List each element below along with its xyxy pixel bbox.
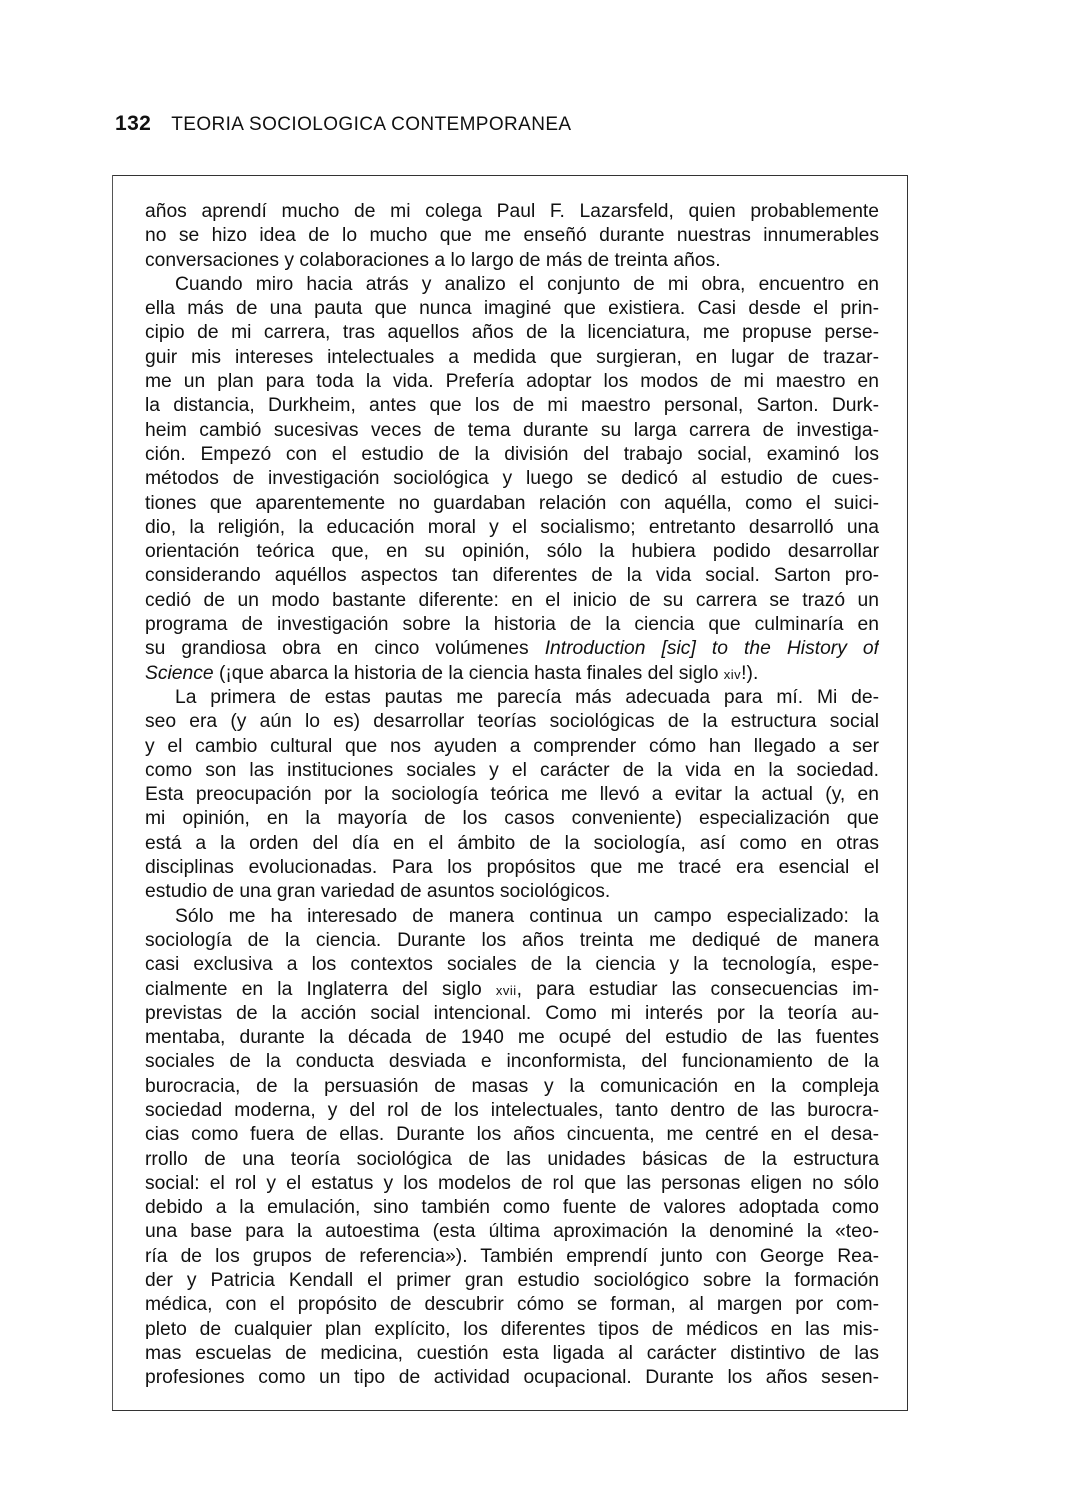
text-line: cias como fuera de ellas. Durante los años cincuenta, me centré en el desa- <box>145 1124 879 1146</box>
text-line: disciplinas evolucionadas. Para los propósitos que me tracé era esencial el <box>145 857 879 879</box>
text-line: Esta preocupación por la sociología teórica me llevó a evitar la actual (y, en <box>145 784 879 806</box>
text-line: pleto de cualquier plan explícito, los diferentes tipos de médicos en las mis- <box>145 1318 879 1340</box>
frame-left-rule <box>112 175 113 1411</box>
text-line: der y Patricia Kendall el primer gran estudio sociológico sobre la formación <box>145 1270 879 1292</box>
frame-bottom-rule <box>112 1410 908 1411</box>
text-line: ella más de una pauta que nunca imaginé que existiera. Casi desde el prin- <box>145 298 879 320</box>
text-line: heim cambió sucesivas veces de tema durante su larga carrera de investiga- <box>145 419 879 441</box>
text-line: no se hizo idea de lo mucho que me enseñó durante nuestras innumerables <box>145 225 879 247</box>
text-line: profesiones como un tipo de actividad ocupacional. Durante los años sesen- <box>145 1367 879 1389</box>
text-line: Sólo me ha interesado de manera continua un campo especializado: la <box>175 905 879 927</box>
text-line: guir mis intereses intelectuales a medida que surgieran, en lugar de trazar- <box>145 346 879 368</box>
text-span: (¡que abarca la historia de la ciencia hasta finales del siglo <box>213 662 724 684</box>
text-line: sociedad moderna, y del rol de los intelectuales, tanto dentro de las burocra- <box>145 1099 879 1121</box>
text-line: está a la orden del día en el ámbito de la sociología, así como en otras <box>145 832 879 854</box>
text-line: métodos de investigación sociológica y luego se dedicó al estudio de cues- <box>145 468 879 490</box>
text-span: cialmente en la Inglaterra del siglo <box>145 978 496 1000</box>
body-text <box>145 200 879 1391</box>
text-line: la distancia, Durkheim, antes que los de mi maestro personal, Sarton. Durk- <box>145 395 879 417</box>
century-numeral: xvii <box>495 982 517 998</box>
text-line: rrollo de una teoría sociológica de las unidades básicas de la estructura <box>145 1148 879 1170</box>
text-line: orientación teórica que, en su opinión, sólo la hubiera podido desarrollar <box>145 541 879 563</box>
text-line: me un plan para toda la vida. Prefería adoptar los modos de mi maestro en <box>145 371 879 393</box>
text-line <box>145 637 879 661</box>
text-line: conversaciones y colaboraciones a lo largo de más de treinta años. <box>145 249 721 271</box>
running-head <box>115 112 572 136</box>
text-line: una base para la autoestima (esta última aproximación la denominé la «teo- <box>145 1221 879 1243</box>
text-line: años aprendí mucho de mi colega Paul F. Lazarsfeld, quien probablemente <box>145 201 879 222</box>
text-line: seo era (y aún lo es) desarrollar teorías sociológicas de la estructura social <box>145 711 879 733</box>
running-title: TEORIA SOCIOLOGICA CONTEMPORANEA <box>171 114 572 135</box>
text-line: tiones que aparentemente no guardaban relación con aquélla, como el suici- <box>145 492 879 514</box>
text-line: cipio de mi carrera, tras aquellos años de la licenciatura, me propuse perse- <box>145 322 879 344</box>
text-line <box>145 662 879 686</box>
text-line: Cuando miro hacia atrás y analizo el conjunto de mi obra, encuentro en <box>175 273 879 295</box>
text-line: dio, la religión, la educación moral y el socialismo; entretanto desarrolló una <box>145 516 879 538</box>
text-line: La primera de estas pautas me parecía más adecuada para mí. Mi de- <box>175 686 879 708</box>
text-span: , para estudiar las consecuencias im- <box>516 978 879 1000</box>
text-line: cedió de un modo bastante diferente: en el inicio de su carrera se trazó un <box>145 589 879 611</box>
book-title: Science <box>145 662 214 684</box>
page-number: 132 <box>115 112 152 135</box>
text-line: mentaba, durante la década de 1940 me ocupé del estudio de las fuentes <box>145 1027 879 1049</box>
text-line: y el cambio cultural que nos ayuden a comprender cómo han llegado a ser <box>145 735 879 757</box>
text-line: considerando aquéllos aspectos tan diferentes de la vida social. Sarton pro- <box>145 565 879 587</box>
text-line: previstas de la acción social intencional. Como mi interés por la teoría au- <box>145 1002 879 1024</box>
text-span: su grandiosa obra en cinco volúmenes <box>145 638 545 660</box>
text-line: debido a la emulación, sino también como fuente de valores adoptada como <box>145 1197 879 1219</box>
text-line: ción. Empezó con el estudio de la división del trabajo social, examinó los <box>145 443 879 465</box>
text-line: social: el rol y el estatus y los modelos de rol que las personas eligen no sólo <box>145 1172 879 1194</box>
text-line: casi exclusiva a los contextos sociales de la ciencia y la tecnología, espe- <box>145 954 879 976</box>
text-line: mi opinión, en la mayoría de los casos conveniente) especialización que <box>145 808 879 830</box>
text-line: médica, con el propósito de descubrir cómo se forman, al margen por com- <box>145 1294 879 1316</box>
text-span: !). <box>741 662 759 684</box>
text-line: ría de los grupos de referencia»). También emprendí junto con George Rea- <box>145 1245 879 1267</box>
text-line: sociología de la ciencia. Durante los años treinta me dediqué de manera <box>145 929 879 951</box>
text-line: sociales de la conducta desviada e inconformista, del funcionamiento de la <box>145 1051 879 1073</box>
text-line: burocracia, de la persuasión de masas y la comunicación en la compleja <box>145 1075 879 1097</box>
text-line: mas escuelas de medicina, cuestión esta ligada al carácter distintivo de las <box>145 1342 879 1364</box>
text-line: estudio de una gran variedad de asuntos sociológicos. <box>145 881 611 903</box>
text-line <box>145 978 879 1002</box>
book-title: Introduction [sic] to the History of <box>544 638 879 660</box>
text-line: programa de investigación sobre la historia de la ciencia que culminaría en <box>145 614 879 636</box>
century-numeral: xiv <box>723 666 742 682</box>
text-line: como son las instituciones sociales y el carácter de la vida en la sociedad. <box>145 759 879 781</box>
